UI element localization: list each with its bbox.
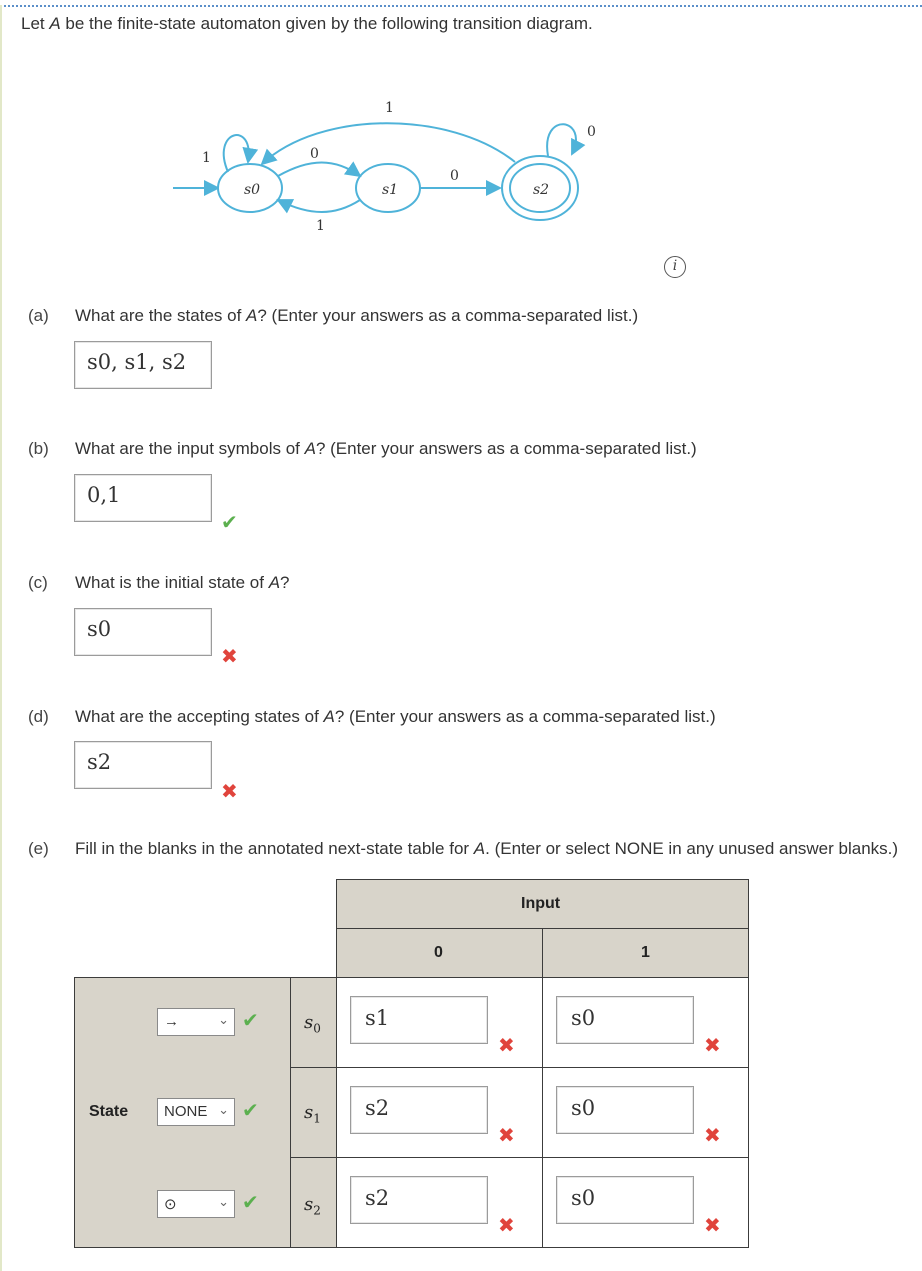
- table-col-1-label: 1: [641, 944, 650, 961]
- edge-s2-s0: [262, 123, 515, 164]
- chevron-down-icon: ⌄: [218, 1194, 229, 1209]
- chevron-down-icon: ⌄: [218, 1012, 229, 1027]
- row-0-next-1-cross-icon: ✖: [704, 1033, 721, 1057]
- top-dotted-rule: [0, 5, 922, 7]
- row-2-next-1-cross-icon: ✖: [704, 1213, 721, 1237]
- row-2-select-check-icon: ✔: [242, 1190, 259, 1214]
- row-1-next-0-cross-icon: ✖: [498, 1123, 515, 1147]
- part-d-cross-icon: ✖: [221, 779, 238, 803]
- intro-text: Let A be the finite-state automaton given by the following transition diagram.: [21, 14, 593, 33]
- row-0-next-0-cross-icon: ✖: [498, 1033, 515, 1057]
- part-b-answer-input[interactable]: 0,1: [74, 474, 212, 522]
- part-a-answer-input[interactable]: s0, s1, s2: [74, 341, 212, 389]
- edge-s1-s0-label: 1: [316, 218, 325, 234]
- part-d-question: What are the accepting states of A? (Enter your answers as a comma-separated list.): [75, 707, 716, 726]
- edge-s1-s2-label: 0: [450, 168, 459, 184]
- s0-label: s0: [244, 182, 261, 198]
- row-2-next-1-input[interactable]: s0: [556, 1176, 694, 1224]
- edge-s0-s1: [278, 163, 360, 177]
- s0-loop-label: 1: [202, 150, 211, 166]
- row-1-next-1-cross-icon: ✖: [704, 1123, 721, 1147]
- row-1-next-0-input[interactable]: s2: [350, 1086, 488, 1134]
- part-e-label: (e): [28, 839, 49, 858]
- row-1-select-check-icon: ✔: [242, 1098, 259, 1122]
- row-2-next-0-input[interactable]: s2: [350, 1176, 488, 1224]
- row-1-annotation-select[interactable]: NONE ⌄: [157, 1098, 235, 1126]
- transition-diagram: [160, 90, 620, 250]
- edge-s1-s0: [278, 200, 360, 212]
- s2-loop-label: 0: [587, 124, 596, 140]
- table-input-header-label: Input: [521, 895, 561, 912]
- row-0-annotation-select[interactable]: → ⌄: [157, 1008, 235, 1036]
- part-d-label: (d): [28, 707, 49, 726]
- left-rule: [0, 5, 2, 1271]
- s1-label: s1: [382, 182, 399, 198]
- row-0-select-check-icon: ✔: [242, 1008, 259, 1032]
- row-0-next-0-input[interactable]: s1: [350, 996, 488, 1044]
- s2-self-loop: [547, 124, 576, 156]
- edge-s2-s0-label: 1: [385, 100, 394, 116]
- row-1-next-1-input[interactable]: s0: [556, 1086, 694, 1134]
- s2-label: s2: [533, 182, 550, 198]
- part-d-answer-input[interactable]: s2: [74, 741, 212, 789]
- chevron-down-icon: ⌄: [218, 1102, 229, 1117]
- row-2-next-0-cross-icon: ✖: [498, 1213, 515, 1237]
- part-c-label: (c): [28, 573, 48, 592]
- part-a-question: What are the states of A? (Enter your answers as a comma-separated list.): [75, 306, 639, 325]
- row-1-state-name: $s_1$: [304, 1102, 321, 1126]
- part-c-question: What is the initial state of A?: [75, 573, 290, 592]
- part-c-answer-input[interactable]: s0: [74, 608, 212, 656]
- part-a-label: (a): [28, 306, 49, 325]
- part-b-check-icon: ✔: [221, 510, 238, 534]
- table-col-0-label: 0: [434, 944, 443, 961]
- row-2-annotation-select[interactable]: ⊙ ⌄: [157, 1190, 235, 1218]
- part-e-question: Fill in the blanks in the annotated next-state table for A. (Enter or select NONE in any unused answer blanks.): [75, 839, 899, 858]
- row-0-next-1-input[interactable]: s0: [556, 996, 694, 1044]
- info-icon[interactable]: i: [664, 256, 686, 278]
- row-0-state-name: $s_0$: [304, 1012, 321, 1036]
- part-c-cross-icon: ✖: [221, 644, 238, 668]
- part-b-label: (b): [28, 439, 49, 458]
- edge-s0-s1-label: 0: [310, 146, 319, 162]
- row-2-state-name: $s_2$: [304, 1194, 321, 1218]
- part-b-question: What are the input symbols of A? (Enter your answers as a comma-separated list.): [75, 439, 697, 458]
- table-state-label: State: [89, 1103, 129, 1120]
